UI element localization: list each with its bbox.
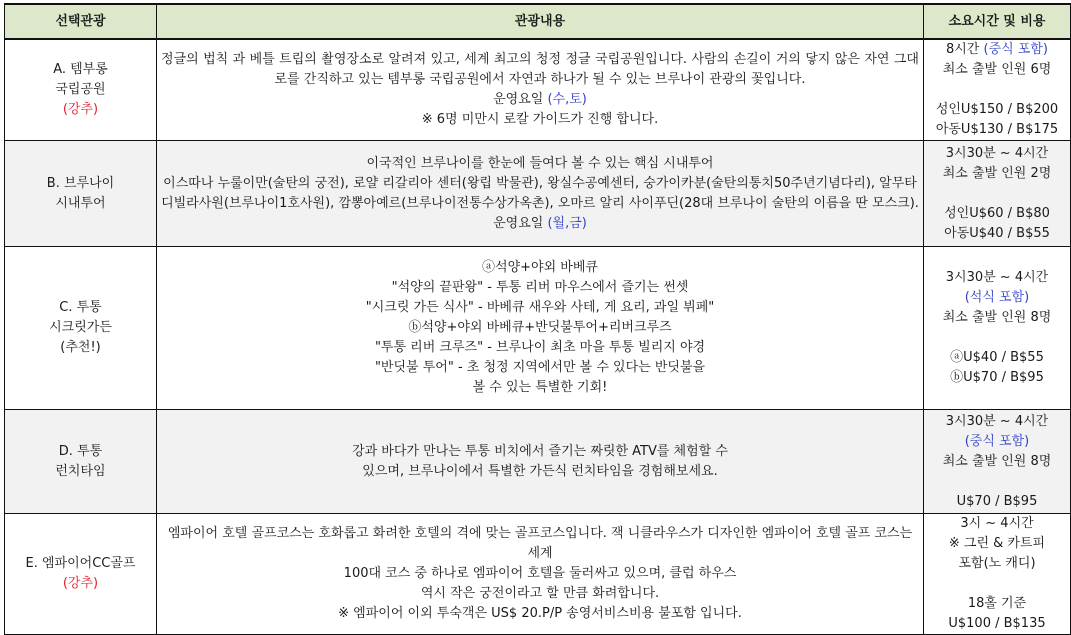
- meal-included: (중식 포함): [983, 42, 1049, 57]
- table-row: [5, 410, 1071, 514]
- tour-name: A. 템부롱: [53, 62, 108, 77]
- duration: 8시간: [945, 42, 984, 57]
- tour-name-cell: [5, 247, 157, 410]
- basis-note: 18홀 기준: [967, 596, 1027, 611]
- description-text: ⓐ석양+야외 바베큐: [482, 260, 598, 275]
- tour-name: B. 브루나이: [46, 175, 115, 191]
- table-row: [5, 39, 1071, 141]
- tour-name: 런치타임: [55, 463, 106, 479]
- duration: 3시 ~ 4시간: [960, 516, 1034, 531]
- duration: 3시30분 ~ 4시간: [945, 145, 1049, 161]
- description-text: "시크릿 가든 식사" - 바베큐 새우와 사테, 게 요리, 과일 뷔페": [365, 300, 715, 315]
- description-text: 있으며, 브루나이에서 특별한 가든식 런치타임을 경험해보세요.: [362, 463, 718, 479]
- tour-name: 시내투어: [55, 195, 106, 211]
- tour-name: D. 투통: [58, 443, 103, 459]
- description-text: ※ 엠파이어 이외 투숙객은 US$ 20.P/P 송영서비스비용 불포함 입니다.: [338, 606, 742, 621]
- description-text: "반딧불 투어" - 초 청정 지역에서만 볼 수 있다는 반딧불을: [374, 360, 706, 375]
- description-text: 엠파이어 호텔 골프코스는 호화롭고 화려한 호텔의 격에 맞는 골프코스입니다. 잭 니클라우스가 디자인한 엠파이어 호텔 골프 코스는 세계: [167, 526, 913, 561]
- tour-name-cell: [5, 410, 157, 514]
- time-cost-cell: [924, 247, 1071, 410]
- price: U$70 / B$95: [956, 493, 1038, 509]
- time-cost-cell: [924, 141, 1071, 247]
- header-time-cost: 소요시간 및 비용: [924, 4, 1071, 39]
- header-row: [5, 4, 1071, 39]
- tour-name: C. 투통: [59, 300, 102, 315]
- header-tour-content: 관광내용: [157, 4, 924, 39]
- description-text: "석양의 끝판왕" - 투통 리버 마우스에서 즐기는 썬셋: [391, 280, 689, 295]
- tour-description-cell: [157, 141, 924, 247]
- adult-price: 성인U$60 / B$80: [944, 205, 1050, 221]
- table-row: [5, 247, 1071, 410]
- child-price: 아동U$130 / B$175: [935, 122, 1059, 137]
- recommend-badge: (강추): [62, 102, 99, 117]
- description-text: 강과 바다가 만나는 투통 비치에서 즐기는 짜릿한 ATV를 체험할 수: [352, 443, 728, 459]
- min-participants: 최소 출발 인원 6명: [942, 62, 1052, 77]
- table-row: [5, 514, 1071, 635]
- tour-name-cell: [5, 141, 157, 247]
- description-text: 이스따나 누룰이만(술탄의 궁전), 로얄 리갈리아 센터(왕립 박물관), 왕실수공예센터, 숭가이카분(술탄의통치50주년기념다리), 알무타디빌라사원(브루나이1호사원), 깜뽕아예르(브루나이전통수상가옥촌), 오마르 알리 사이푸딘(28대 브루나이 술탄의 이름을 딴 모스크). 운영요일: [161, 175, 919, 231]
- child-price: 아동U$40 / B$55: [944, 225, 1050, 241]
- option-b-price: ⓑU$70 / B$95: [950, 370, 1044, 385]
- tour-name: 국립공원: [55, 82, 106, 97]
- description-text: 이국적인 브루나이를 한눈에 들여다 볼 수 있는 핵심 시내투어: [366, 155, 714, 171]
- option-a-price: ⓐU$40 / B$55: [950, 350, 1044, 365]
- recommend-badge: (추천!): [60, 340, 101, 355]
- adult-price: 성인U$150 / B$200: [935, 102, 1059, 117]
- time-cost-cell: [924, 410, 1071, 514]
- operating-days-label: 운영요일: [493, 92, 548, 107]
- tour-name-cell: [5, 514, 157, 635]
- description-text: 정글의 법칙 과 베틀 트립의 촬영장소로 알려져 있고, 세계 최고의 청정 정글 국립공원입니다. 사람의 손길이 거의 닿지 않은 자연 그대로를 간직하고 있는 템부롱 국립공원에서 자연과 하나가 될 수 있는 브루나이 관광의 꽃입니다.: [161, 52, 919, 87]
- description-text: 역시 작은 궁전이라고 할 만큼 화려합니다.: [420, 586, 660, 601]
- meal-included: (석식 포함): [964, 290, 1030, 305]
- meal-included: (중식 포함): [964, 433, 1030, 449]
- min-participants: 최소 출발 인원 2명: [942, 165, 1052, 181]
- operating-days: (월,금): [547, 215, 587, 231]
- included-note: ※ 그린 & 카트피: [948, 536, 1046, 551]
- tour-description-cell: [157, 39, 924, 141]
- tour-description-cell: [157, 514, 924, 635]
- tour-name: 시크릿가든: [49, 320, 112, 335]
- tour-name-cell: [5, 39, 157, 141]
- tour-options-table: [4, 3, 1071, 635]
- duration: 3시30분 ~ 4시간: [945, 413, 1049, 429]
- duration: 3시30분 ~ 4시간: [945, 270, 1049, 285]
- header-selected-tour: 선택관광: [5, 4, 157, 39]
- time-cost-cell: [924, 39, 1071, 141]
- tour-description-cell: [157, 410, 924, 514]
- tour-description-cell: [157, 247, 924, 410]
- time-cost-cell: [924, 514, 1071, 635]
- min-participants: 최소 출발 인원 8명: [942, 453, 1052, 469]
- description-text: 볼 수 있는 특별한 기회!: [472, 380, 608, 395]
- description-text: "투통 리버 크루즈" - 브루나이 최초 마을 투통 빌리지 야경: [374, 340, 706, 355]
- tour-name: E. 엠파이어CC골프: [25, 556, 136, 571]
- table-row: [5, 141, 1071, 247]
- description-text: ⓑ석양+야외 바베큐+반딧불투어+리버크루즈: [408, 320, 672, 335]
- guide-note: ※ 6명 미만시 로칼 가이드가 진행 합니다.: [421, 112, 659, 127]
- min-participants: 최소 출발 인원 8명: [942, 310, 1052, 325]
- description-text: 100대 코스 중 하나로 엠파이어 호텔을 둘러싸고 있으며, 클럽 하우스: [343, 566, 737, 581]
- price: U$100 / B$135: [948, 616, 1046, 631]
- included-note: 포함(노 캐디): [958, 556, 1036, 571]
- operating-days: (수,토): [547, 92, 587, 107]
- recommend-badge: (강추): [62, 576, 99, 591]
